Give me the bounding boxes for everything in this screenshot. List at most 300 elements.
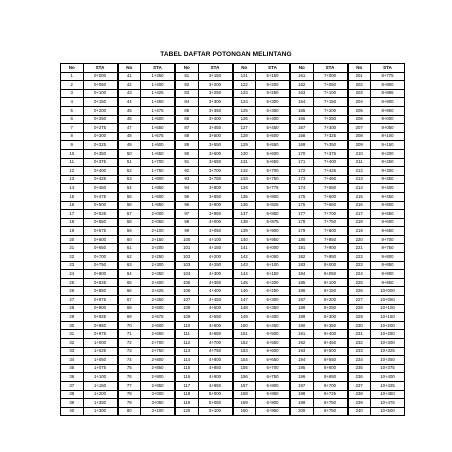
table-row xyxy=(176,287,233,296)
table-row xyxy=(233,261,290,270)
table-row xyxy=(176,253,233,262)
table-row xyxy=(291,201,348,210)
station-value: 2+500 xyxy=(141,304,175,313)
row-number: 81 xyxy=(176,72,199,81)
row-number: 118 xyxy=(176,390,199,399)
table-row xyxy=(176,227,233,236)
station-value: 0+350 xyxy=(83,149,117,158)
station-value: 7+650 xyxy=(313,201,347,210)
station-value: 10+150 xyxy=(371,313,405,322)
row-number: 196 xyxy=(291,373,314,382)
row-number: 10 xyxy=(61,149,84,158)
table-row xyxy=(291,399,348,408)
table-row xyxy=(291,364,348,373)
row-number: 223 xyxy=(348,261,371,270)
station-value: 4+250 xyxy=(198,261,232,270)
table-row xyxy=(176,158,233,167)
row-number: 165 xyxy=(291,106,314,115)
row-number: 185 xyxy=(291,278,314,287)
row-number: 24 xyxy=(61,270,84,279)
row-number: 136 xyxy=(233,201,256,210)
station-value: 10+350 xyxy=(371,356,405,365)
table-row xyxy=(118,210,175,219)
row-number: 126 xyxy=(233,115,256,124)
table-row xyxy=(233,381,290,390)
table-row xyxy=(348,270,405,279)
station-value: 9+300 xyxy=(371,167,405,176)
row-number: 147 xyxy=(233,296,256,305)
row-number: 82 xyxy=(176,81,199,90)
table-row xyxy=(233,399,290,408)
station-value: 2+750 xyxy=(141,347,175,356)
station-value: 0+925 xyxy=(83,313,117,322)
row-number: 123 xyxy=(233,89,256,98)
table-row xyxy=(61,253,118,262)
table-row xyxy=(348,184,405,193)
row-number: 148 xyxy=(233,304,256,313)
table-row xyxy=(348,218,405,227)
table-row xyxy=(176,149,233,158)
table-row xyxy=(118,98,175,107)
row-number: 92 xyxy=(176,167,199,176)
station-value: 2+800 xyxy=(141,356,175,365)
row-number: 208 xyxy=(348,132,371,141)
row-number: 11 xyxy=(61,158,84,167)
station-value: 4+500 xyxy=(198,304,232,313)
station-table-3 xyxy=(175,63,233,416)
row-number: 117 xyxy=(176,381,199,390)
table-row xyxy=(61,106,118,115)
station-value: 0+250 xyxy=(83,115,117,124)
station-value: 4+550 xyxy=(198,313,232,322)
station-value: 3+650 xyxy=(198,158,232,167)
table-row xyxy=(61,373,118,382)
station-value: 3+900 xyxy=(198,201,232,210)
station-value: 2+150 xyxy=(141,235,175,244)
row-number: 152 xyxy=(233,339,256,348)
station-value: 8+600 xyxy=(313,364,347,373)
row-number: 202 xyxy=(348,81,371,90)
station-value: 9+450 xyxy=(371,192,405,201)
table-row xyxy=(176,304,233,313)
row-number: 169 xyxy=(291,141,314,150)
station-value: 2+000 xyxy=(141,210,175,219)
row-number: 40 xyxy=(61,407,84,416)
station-value: 1+350 xyxy=(141,72,175,81)
station-value: 9+550 xyxy=(371,210,405,219)
station-value: 7+850 xyxy=(313,235,347,244)
table-row xyxy=(176,330,233,339)
row-number: 178 xyxy=(291,218,314,227)
station-value: 1+050 xyxy=(83,356,117,365)
station-value: 8+750 xyxy=(313,399,347,408)
column-header-no: No xyxy=(291,64,314,73)
table-row xyxy=(291,98,348,107)
row-number: 221 xyxy=(348,244,371,253)
column-header-sta: STA xyxy=(141,64,175,73)
row-number: 199 xyxy=(291,399,314,408)
table-row xyxy=(61,390,118,399)
table-row xyxy=(233,106,290,115)
station-value: 0+575 xyxy=(83,227,117,236)
station-value: 1+500 xyxy=(141,115,175,124)
row-number: 135 xyxy=(233,192,256,201)
station-value: 10+300 xyxy=(371,339,405,348)
station-value: 3+000 xyxy=(141,390,175,399)
table-row xyxy=(176,278,233,287)
row-number: 90 xyxy=(176,149,199,158)
station-value: 4+900 xyxy=(198,373,232,382)
station-value: 2+350 xyxy=(141,270,175,279)
table-row xyxy=(348,235,405,244)
station-value: 0+425 xyxy=(83,175,117,184)
station-value: 4+350 xyxy=(198,278,232,287)
table-row xyxy=(348,192,405,201)
row-number: 80 xyxy=(118,407,141,416)
table-row xyxy=(233,81,290,90)
station-value: 5+200 xyxy=(256,81,290,90)
station-value: 7+750 xyxy=(313,218,347,227)
station-value: 3+150 xyxy=(198,72,232,81)
station-value: 1+450 xyxy=(141,98,175,107)
station-value: 0+600 xyxy=(83,235,117,244)
station-value: 4+400 xyxy=(198,287,232,296)
station-value: 5+550 xyxy=(256,141,290,150)
row-number: 129 xyxy=(233,141,256,150)
table-row xyxy=(233,98,290,107)
station-value: 6+000 xyxy=(256,244,290,253)
station-value: 6+500 xyxy=(256,330,290,339)
station-value: 6+600 xyxy=(256,347,290,356)
table-row xyxy=(118,321,175,330)
table-row xyxy=(61,244,118,253)
row-number: 51 xyxy=(118,158,141,167)
table-row xyxy=(118,399,175,408)
table-row xyxy=(291,192,348,201)
station-value: 7+400 xyxy=(313,158,347,167)
column-header-sta: STA xyxy=(83,64,117,73)
table-row xyxy=(61,210,118,219)
row-number: 32 xyxy=(61,339,84,348)
station-value: 2+700 xyxy=(141,339,175,348)
table-row xyxy=(348,407,405,416)
row-number: 15 xyxy=(61,192,84,201)
row-number: 173 xyxy=(291,175,314,184)
station-value: 8+100 xyxy=(313,278,347,287)
station-value: 10+050 xyxy=(371,296,405,305)
station-value: 0+200 xyxy=(83,106,117,115)
row-number: 175 xyxy=(291,192,314,201)
row-number: 142 xyxy=(233,253,256,262)
row-number: 114 xyxy=(176,356,199,365)
station-value: 5+250 xyxy=(256,89,290,98)
station-value: 8+500 xyxy=(313,347,347,356)
row-number: 55 xyxy=(118,192,141,201)
station-value: 8+050 xyxy=(313,270,347,279)
station-value: 8+200 xyxy=(313,296,347,305)
station-value: 3+800 xyxy=(198,184,232,193)
station-value: 2+400 xyxy=(141,278,175,287)
row-number: 160 xyxy=(233,407,256,416)
row-number: 195 xyxy=(291,364,314,373)
table-row xyxy=(233,270,290,279)
table-row xyxy=(61,149,118,158)
station-value: 0+475 xyxy=(83,192,117,201)
table-row xyxy=(118,227,175,236)
row-number: 113 xyxy=(176,347,199,356)
station-value: 3+950 xyxy=(198,210,232,219)
station-value: 6+550 xyxy=(256,339,290,348)
row-number: 200 xyxy=(291,407,314,416)
table-row xyxy=(233,89,290,98)
table-row xyxy=(176,347,233,356)
station-value: 9+700 xyxy=(371,235,405,244)
column-header-sta: STA xyxy=(256,64,290,73)
table-row xyxy=(233,201,290,210)
row-number: 35 xyxy=(61,364,84,373)
row-number: 240 xyxy=(348,407,371,416)
table-row xyxy=(61,72,118,81)
station-value: 9+000 xyxy=(371,115,405,124)
table-row xyxy=(61,270,118,279)
station-value: 4+850 xyxy=(198,364,232,373)
table-row xyxy=(233,313,290,322)
station-value: 0+375 xyxy=(83,158,117,167)
station-value: 10+375 xyxy=(371,364,405,373)
table-row xyxy=(118,132,175,141)
row-number: 205 xyxy=(348,106,371,115)
table-row xyxy=(348,304,405,313)
column-header-no: No xyxy=(348,64,371,73)
station-value: 7+250 xyxy=(313,115,347,124)
row-number: 151 xyxy=(233,330,256,339)
row-number: 69 xyxy=(118,313,141,322)
row-number: 22 xyxy=(61,253,84,262)
row-number: 156 xyxy=(233,373,256,382)
table-row xyxy=(348,132,405,141)
row-number: 99 xyxy=(176,227,199,236)
row-number: 176 xyxy=(291,201,314,210)
table-row xyxy=(348,149,405,158)
station-value: 10+475 xyxy=(371,399,405,408)
station-value: 5+850 xyxy=(256,210,290,219)
station-value: 6+450 xyxy=(256,321,290,330)
row-number: 146 xyxy=(233,287,256,296)
table-row xyxy=(348,253,405,262)
station-value: 0+100 xyxy=(83,89,117,98)
table-row xyxy=(118,158,175,167)
table-row xyxy=(348,313,405,322)
station-value: 5+875 xyxy=(256,218,290,227)
station-value: 3+100 xyxy=(141,407,175,416)
row-number: 94 xyxy=(176,184,199,193)
row-number: 20 xyxy=(61,235,84,244)
row-number: 191 xyxy=(291,330,314,339)
table-row xyxy=(348,381,405,390)
station-value: 6+400 xyxy=(256,313,290,322)
row-number: 70 xyxy=(118,321,141,330)
table-row xyxy=(233,278,290,287)
row-number: 42 xyxy=(118,81,141,90)
table-row xyxy=(233,364,290,373)
station-value: 2+050 xyxy=(141,218,175,227)
station-value: 9+150 xyxy=(371,141,405,150)
station-value: 6+950 xyxy=(256,407,290,416)
row-number: 83 xyxy=(176,89,199,98)
table-row xyxy=(61,278,118,287)
row-number: 100 xyxy=(176,235,199,244)
row-number: 190 xyxy=(291,321,314,330)
table-row xyxy=(348,175,405,184)
row-number: 226 xyxy=(348,287,371,296)
station-value: 10+500 xyxy=(371,407,405,416)
station-value: 0+950 xyxy=(83,321,117,330)
table-header-row xyxy=(118,64,175,73)
station-value: 9+950 xyxy=(371,278,405,287)
station-value: 5+825 xyxy=(256,201,290,210)
station-value: 0+000 xyxy=(83,72,117,81)
station-value: 7+150 xyxy=(313,98,347,107)
row-number: 139 xyxy=(233,227,256,236)
station-value: 5+800 xyxy=(256,192,290,201)
row-number: 29 xyxy=(61,313,84,322)
table-header-row xyxy=(348,64,405,73)
table-row xyxy=(176,72,233,81)
station-value: 0+750 xyxy=(83,261,117,270)
row-number: 84 xyxy=(176,98,199,107)
table-row xyxy=(348,347,405,356)
station-value: 8+150 xyxy=(313,287,347,296)
table-row xyxy=(176,218,233,227)
station-value: 4+650 xyxy=(198,330,232,339)
row-number: 58 xyxy=(118,218,141,227)
row-number: 1 xyxy=(61,72,84,81)
row-number: 159 xyxy=(233,399,256,408)
table-row xyxy=(61,227,118,236)
row-number: 132 xyxy=(233,167,256,176)
station-value: 8+800 xyxy=(371,81,405,90)
row-number: 49 xyxy=(118,141,141,150)
row-number: 4 xyxy=(61,98,84,107)
station-value: 2+900 xyxy=(141,373,175,382)
row-number: 227 xyxy=(348,296,371,305)
table-row xyxy=(61,218,118,227)
row-number: 215 xyxy=(348,192,371,201)
table-row xyxy=(118,381,175,390)
station-value: 0+300 xyxy=(83,132,117,141)
row-number: 27 xyxy=(61,296,84,305)
station-value: 2+850 xyxy=(141,364,175,373)
table-row xyxy=(176,210,233,219)
row-number: 88 xyxy=(176,132,199,141)
table-row xyxy=(61,115,118,124)
table-row xyxy=(348,98,405,107)
row-number: 96 xyxy=(176,201,199,210)
table-row xyxy=(291,167,348,176)
table-row xyxy=(61,89,118,98)
table-row xyxy=(61,184,118,193)
table-row xyxy=(233,72,290,81)
table-row xyxy=(233,244,290,253)
table-header-row xyxy=(233,64,290,73)
table-row xyxy=(118,72,175,81)
station-value: 3+200 xyxy=(198,81,232,90)
column-header-no: No xyxy=(118,64,141,73)
table-row xyxy=(291,321,348,330)
station-value: 0+325 xyxy=(83,141,117,150)
table-row xyxy=(118,89,175,98)
station-value: 9+750 xyxy=(371,244,405,253)
station-value: 8+725 xyxy=(313,390,347,399)
row-number: 232 xyxy=(348,339,371,348)
station-value: 2+425 xyxy=(141,287,175,296)
row-number: 220 xyxy=(348,235,371,244)
table-row xyxy=(291,347,348,356)
table-row xyxy=(61,296,118,305)
station-value: 0+275 xyxy=(83,124,117,133)
station-value: 8+750 xyxy=(313,407,347,416)
row-number: 41 xyxy=(118,72,141,81)
station-value: 5+300 xyxy=(256,98,290,107)
row-number: 108 xyxy=(176,304,199,313)
table-row xyxy=(291,253,348,262)
table-row xyxy=(118,304,175,313)
table-row xyxy=(291,184,348,193)
station-value: 6+150 xyxy=(256,270,290,279)
row-number: 74 xyxy=(118,356,141,365)
row-number: 194 xyxy=(291,356,314,365)
row-number: 14 xyxy=(61,184,84,193)
row-number: 207 xyxy=(348,124,371,133)
row-number: 3 xyxy=(61,89,84,98)
table-row xyxy=(348,261,405,270)
table-row xyxy=(233,347,290,356)
row-number: 188 xyxy=(291,304,314,313)
station-value: 5+050 xyxy=(198,399,232,408)
row-number: 103 xyxy=(176,261,199,270)
table-row xyxy=(291,304,348,313)
station-value: 1+550 xyxy=(141,124,175,133)
station-value: 7+900 xyxy=(313,244,347,253)
station-value: 0+550 xyxy=(83,218,117,227)
row-number: 204 xyxy=(348,98,371,107)
row-number: 137 xyxy=(233,210,256,219)
table-row xyxy=(118,115,175,124)
station-value: 9+600 xyxy=(371,218,405,227)
table-row xyxy=(233,296,290,305)
station-value: 7+800 xyxy=(313,227,347,236)
table-row xyxy=(348,278,405,287)
table-row xyxy=(176,192,233,201)
column-header-sta: STA xyxy=(371,64,405,73)
table-row xyxy=(233,149,290,158)
table-row xyxy=(61,158,118,167)
table-row xyxy=(61,81,118,90)
row-number: 218 xyxy=(348,218,371,227)
row-number: 62 xyxy=(118,253,141,262)
station-value: 0+700 xyxy=(83,253,117,262)
row-number: 225 xyxy=(348,278,371,287)
station-value: 5+100 xyxy=(198,407,232,416)
row-number: 216 xyxy=(348,201,371,210)
station-value: 5+450 xyxy=(256,124,290,133)
station-value: 7+000 xyxy=(313,72,347,81)
station-value: 9+350 xyxy=(371,175,405,184)
table-row xyxy=(176,364,233,373)
row-number: 38 xyxy=(61,390,84,399)
document-title: TABEL DAFTAR POTONGAN MELINTANG xyxy=(160,51,292,58)
table-row xyxy=(348,356,405,365)
